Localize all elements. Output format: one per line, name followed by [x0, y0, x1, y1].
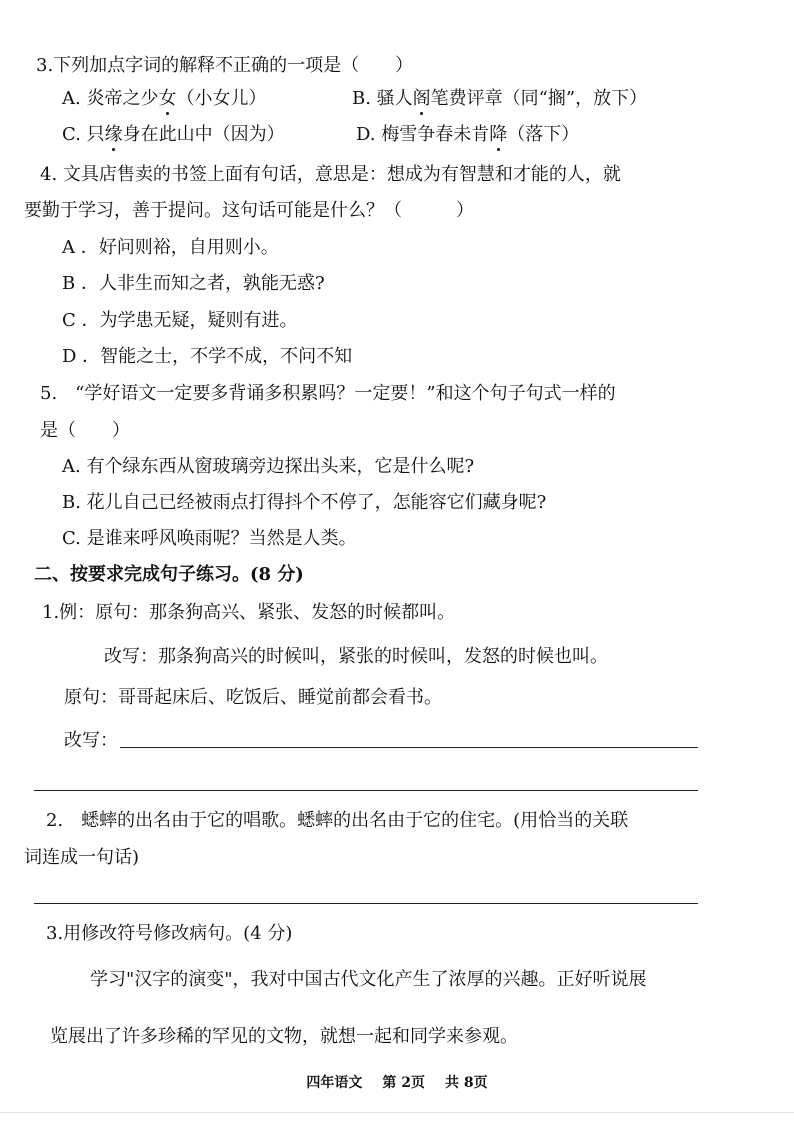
example1-original: 1.例：原句：那条狗高兴、紧张、发怒的时候都叫。 — [42, 602, 456, 623]
q3-option-b-dotted: 阁 — [412, 88, 431, 109]
q3-option-c — [62, 123, 285, 147]
page-edge-divider — [0, 1112, 794, 1113]
q3-option-b-post: 笔费评章（同“搁”，放下） — [430, 88, 648, 109]
q3-option-a — [62, 87, 266, 111]
q3-option-c-pre: C. 只 — [62, 124, 105, 145]
answer-line-1[interactable] — [120, 747, 698, 748]
footer-subject: 四年语文 — [306, 1075, 363, 1091]
question2-line2: 词连成一句话) — [24, 847, 140, 868]
q3-option-c-dotted: 缘 — [104, 124, 123, 145]
q3-option-b-pre: B. 骚人 — [352, 88, 413, 109]
section2-title: 二、按要求完成句子练习。(8 分) — [34, 564, 304, 585]
q5-stem-line1: 5. “学好语文一定要多背诵多积累吗？一定要！”和这个句子句式一样的 — [40, 383, 616, 404]
q4-option-b: B ．人非生而知之者，孰能无惑? — [62, 273, 325, 294]
q3-option-c-post: 身在此山中（因为） — [122, 124, 285, 145]
question2-line1: 2. 蟋蟀的出名由于它的唱歌。蟋蟀的出名由于它的住宅。(用恰当的关联 — [46, 810, 629, 831]
footer-total: 共 8页 — [445, 1075, 488, 1091]
question1-original: 原句：哥哥起床后、吃饭后、睡觉前都会看书。 — [64, 687, 442, 708]
footer-page: 第 2页 — [382, 1075, 425, 1091]
q3-option-d-dotted: 降 — [489, 124, 508, 145]
question1-rewrite-label: 改写： — [64, 730, 118, 751]
q5-option-b: B. 花儿自己已经被雨点打得抖个不停了，怎能容它们藏身呢? — [62, 492, 547, 513]
answer-line-3[interactable] — [34, 903, 698, 904]
question3-title: 3.用修改符号修改病句。(4 分) — [46, 923, 293, 944]
example1-rewrite: 改写：那条狗高兴的时候叫，紧张的时候叫，发怒的时候也叫。 — [104, 646, 608, 667]
q3-option-a-pre: A. 炎帝之少 — [62, 88, 159, 109]
q3-option-d — [356, 123, 579, 147]
answer-line-2[interactable] — [34, 790, 698, 791]
q3-option-d-post: （落下） — [507, 124, 580, 145]
q4-stem-line2: 要勤于学习，善于提问。这句话可能是什么？（ ） — [24, 200, 474, 221]
q3-option-a-dotted: 女 — [158, 88, 177, 109]
faulty-sentence-line2: 览展出了许多珍稀的罕见的文物，就想一起和同学来参观。 — [50, 1026, 518, 1047]
q5-stem-line2: 是（ ） — [40, 420, 130, 441]
q5-option-a: A. 有个绿东西从窗玻璃旁边探出头来，它是什么呢? — [62, 456, 475, 477]
q3-option-a-post: （小女儿） — [176, 88, 267, 109]
q3-option-b — [352, 87, 647, 111]
faulty-sentence-line1: 学习"汉字的演变"，我对中国古代文化产生了浓厚的兴趣。正好听说展 — [90, 969, 647, 990]
q3-option-d-pre: D. 梅雪争春未肯 — [356, 124, 490, 145]
page-footer — [0, 1072, 794, 1092]
q4-option-d: D ．智能之士，不学不成，不问不知 — [62, 346, 353, 367]
q4-option-c: C ．为学患无疑，疑则有进。 — [62, 310, 298, 331]
q4-option-a: A ．好问则裕，自用则小。 — [62, 237, 279, 258]
q5-option-c: C. 是谁来呼风唤雨呢？当然是人类。 — [62, 528, 357, 549]
q3-stem: 3.下列加点字词的解释不正确的一项是（ ） — [36, 55, 414, 76]
q4-stem-line1: 4. 文具店售卖的书签上面有句话，意思是：想成为有智慧和才能的人，就 — [40, 164, 621, 185]
